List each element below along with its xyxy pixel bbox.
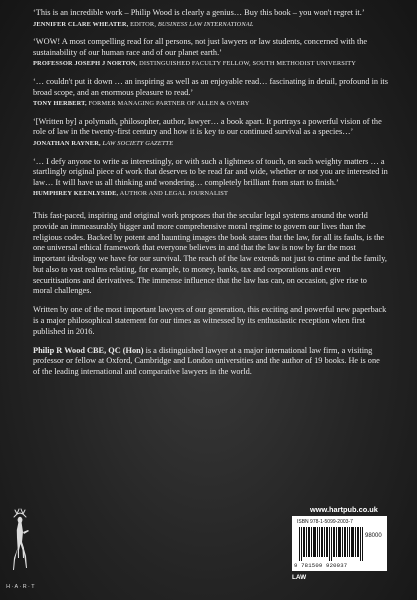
quote-author: PROFESSOR JOSEPH J NORTON, [33,60,138,68]
quote-role: DISTINGUISHED FACULTY FELLOW, SOUTH METHODIST UNIVERSITY [139,60,357,68]
author-name: Philip R Wood CBE, QC (Hon) [33,345,144,355]
quote-role: AUTHOR AND LEGAL JOURNALIST [119,190,229,198]
author-bio [33,346,388,378]
barcode-number: 9 781509 920037 [294,562,348,569]
review-quote [33,8,388,29]
publisher-logo-text: H·A·R·T [6,584,36,590]
quote-text: ‘WOW! A most compelling read for all persons, not just lawyers or law students, concerned with the sustainability of our human race and of our planet earth.’ [33,37,368,57]
price-code: 98000 [365,533,382,539]
review-quote [33,117,388,149]
quote-author: TONY HERBERT, [33,100,87,108]
quote-text: ‘… couldn't put it down … an inspiring as well as an enjoyable read… fascinating in detail, profound in its broad scope, and an enormous pleasure to read.’ [33,76,388,97]
edition-note: Written by one of the most important lawyers of our generation, this exciting and powerful new paperback is a major philosophical statement for our times as witnessed by its enthusiastic reception when first published in 2016. [33,305,387,336]
quote-text: ‘… I defy anyone to write as interestingly, or with such a lightness of touch, on such weighty matters … a startlingly original piece of work that deserves to be read far and wide, whether or not you are interested in law… It will have us all thinking and wondering… completely brilliant from start to finish.’ [33,156,388,187]
quote-attribution [33,60,388,69]
book-description: This fast-paced, inspiring and original work proposes that the secular legal systems around the world provide an immeasurably bigger and more comprehensive moral regime to govern our lives than the religious codes. Backed by potent and haunting images the book states that the law, for all its faults, is the one universal ethical framework that everyone believes in and that the law is now by far the most important ideology we have for our survival. The reach of the law extends not just to crime and the family, but also to vast realms relating, for example, to money, banks, tax and corporations and even securitisations and derivatives. The immense influence that the law has can, on occasion, give rise to moral challenges. [33,210,387,296]
barcode-icon [299,527,363,561]
quote-attribution [33,21,388,30]
quote-attribution [33,100,388,109]
quote-author: HUMPHREY KEENLYSIDE, [33,190,119,198]
review-quote [33,157,388,199]
barcode-panel [292,516,387,571]
author-bio-text: is a distinguished lawyer at a major international law firm, a visiting professor or fellow at Oxford, Cambridge and London universities and the author of 19 books. He is one of the leading international and comparative lawyers in the world. [33,345,380,377]
quote-publication: BUSINESS LAW INTERNATIONAL [157,20,254,28]
quote-author: JONATHAN RAYNER, [33,139,101,147]
quote-role: EDITOR, [130,20,157,28]
publisher-website: www.hartpub.co.uk [310,505,378,514]
quote-publication: LAW SOCIETY GAZETTE [102,139,174,147]
quote-attribution [33,190,388,199]
review-quote [33,77,388,109]
category-label: LAW [292,574,307,581]
quote-role: FORMER MANAGING PARTNER OF ALLEN & OVERY [88,100,250,108]
quote-attribution [33,140,388,149]
review-quote [33,37,388,69]
quote-text: ‘This is an incredible work – Philip Wood is clearly a genius… Buy this book – you won't regret it.’ [33,8,365,17]
quote-author: JENNIFER CLARE WHEATER, [33,20,129,28]
isbn: ISBN 978-1-5099-2003-7 [297,519,353,525]
hart-deer-icon [8,508,34,584]
cover-text-column [33,8,388,386]
quote-text: ‘[Written by] a polymath, philosopher, author, lawyer… a book apart. It portrays a powerful vision of the role of law in the twenty-first century and how it is key to our continued survival as a species…’ [33,116,382,137]
